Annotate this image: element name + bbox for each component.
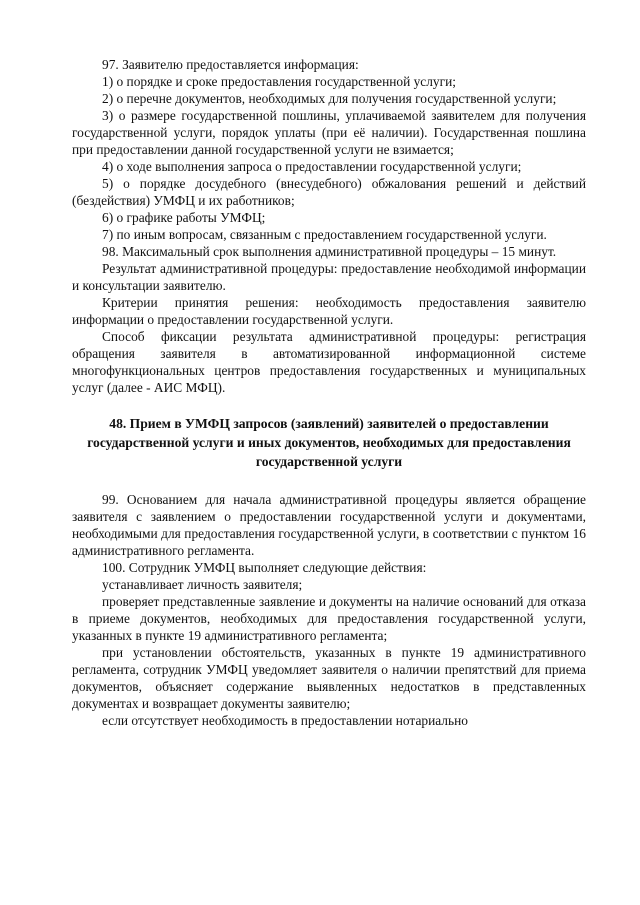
list-item-7: 7) по иным вопросам, связанным с предоставлением государственной услуги.: [102, 227, 547, 242]
list-item-4: 4) о ходе выполнения запроса о предоставлении государственной услуги;: [102, 159, 522, 174]
list-item-1: 1) о порядке и сроке предоставления государственной услуги;: [102, 74, 457, 89]
paragraph-100: 100. Сотрудник УМФЦ выполняет следующие действия:: [102, 560, 427, 575]
section-heading-48: 48. Прием в УМФЦ запросов (заявлений) заявителей о предоставлении государственной услуги и иных документов, необходимых для предоставления государственной услуги: [87, 416, 571, 469]
list-item-2: 2) о перечне документов, необходимых для получения государственной услуги;: [102, 91, 557, 106]
paragraph-99: 99. Основанием для начала административной процедуры является обращение заявителя с заявлением о предоставлении государственной услуги и документами, необходимыми для предоставления государственной услуги, в соответствии с пунктом 16 административного регламента.: [72, 492, 586, 558]
action-notary: если отсутствует необходимость в предоставлении нотариально: [102, 713, 468, 728]
paragraph-98: 98. Максимальный срок выполнения административной процедуры – 15 минут.: [102, 244, 557, 259]
paragraph-result: Результат административной процедуры: предоставление необходимой информации и консультации заявителю.: [72, 261, 586, 293]
list-item-6: 6) о графике работы УМФЦ;: [102, 210, 266, 225]
action-notify: при установлении обстоятельств, указанных в пункте 19 административного регламента, сотрудник УМФЦ уведомляет заявителя о наличии препятствий для приема документов, объясняет содержание выявленных недостатков в представленных документах и возвращает документы заявителю;: [72, 645, 586, 711]
action-check: проверяет представленные заявление и документы на наличие оснований для отказа в приеме документов, необходимых для предоставления государственной услуги, указанных в пункте 19 административного регламента;: [72, 594, 586, 643]
section-2: [72, 491, 586, 729]
paragraph-97: 97. Заявителю предоставляется информация:: [102, 57, 359, 72]
paragraph-fixation: Способ фиксации результата административной процедуры: регистрация обращения заявителя в автоматизированной информационной системе многофункциональных центров предоставления государственных и муниципальных услуг (далее - АИС МФЦ).: [72, 329, 586, 395]
section-1: [72, 56, 586, 396]
list-item-5: 5) о порядке досудебного (внесудебного) обжалования решений и действий (бездействия) УМФЦ и их работников;: [72, 176, 586, 208]
list-item-3: 3) о размере государственной пошлины, уплачиваемой заявителем для получения государственной услуги, порядок уплаты (при её наличии). Государственная пошлина при предоставлении данной государственной услуги не взимается;: [72, 108, 586, 157]
action-identify: устанавливает личность заявителя;: [102, 577, 303, 592]
paragraph-criteria: Критерии принятия решения: необходимость предоставления заявителю информации о предоставлении государственной услуги.: [72, 295, 586, 327]
